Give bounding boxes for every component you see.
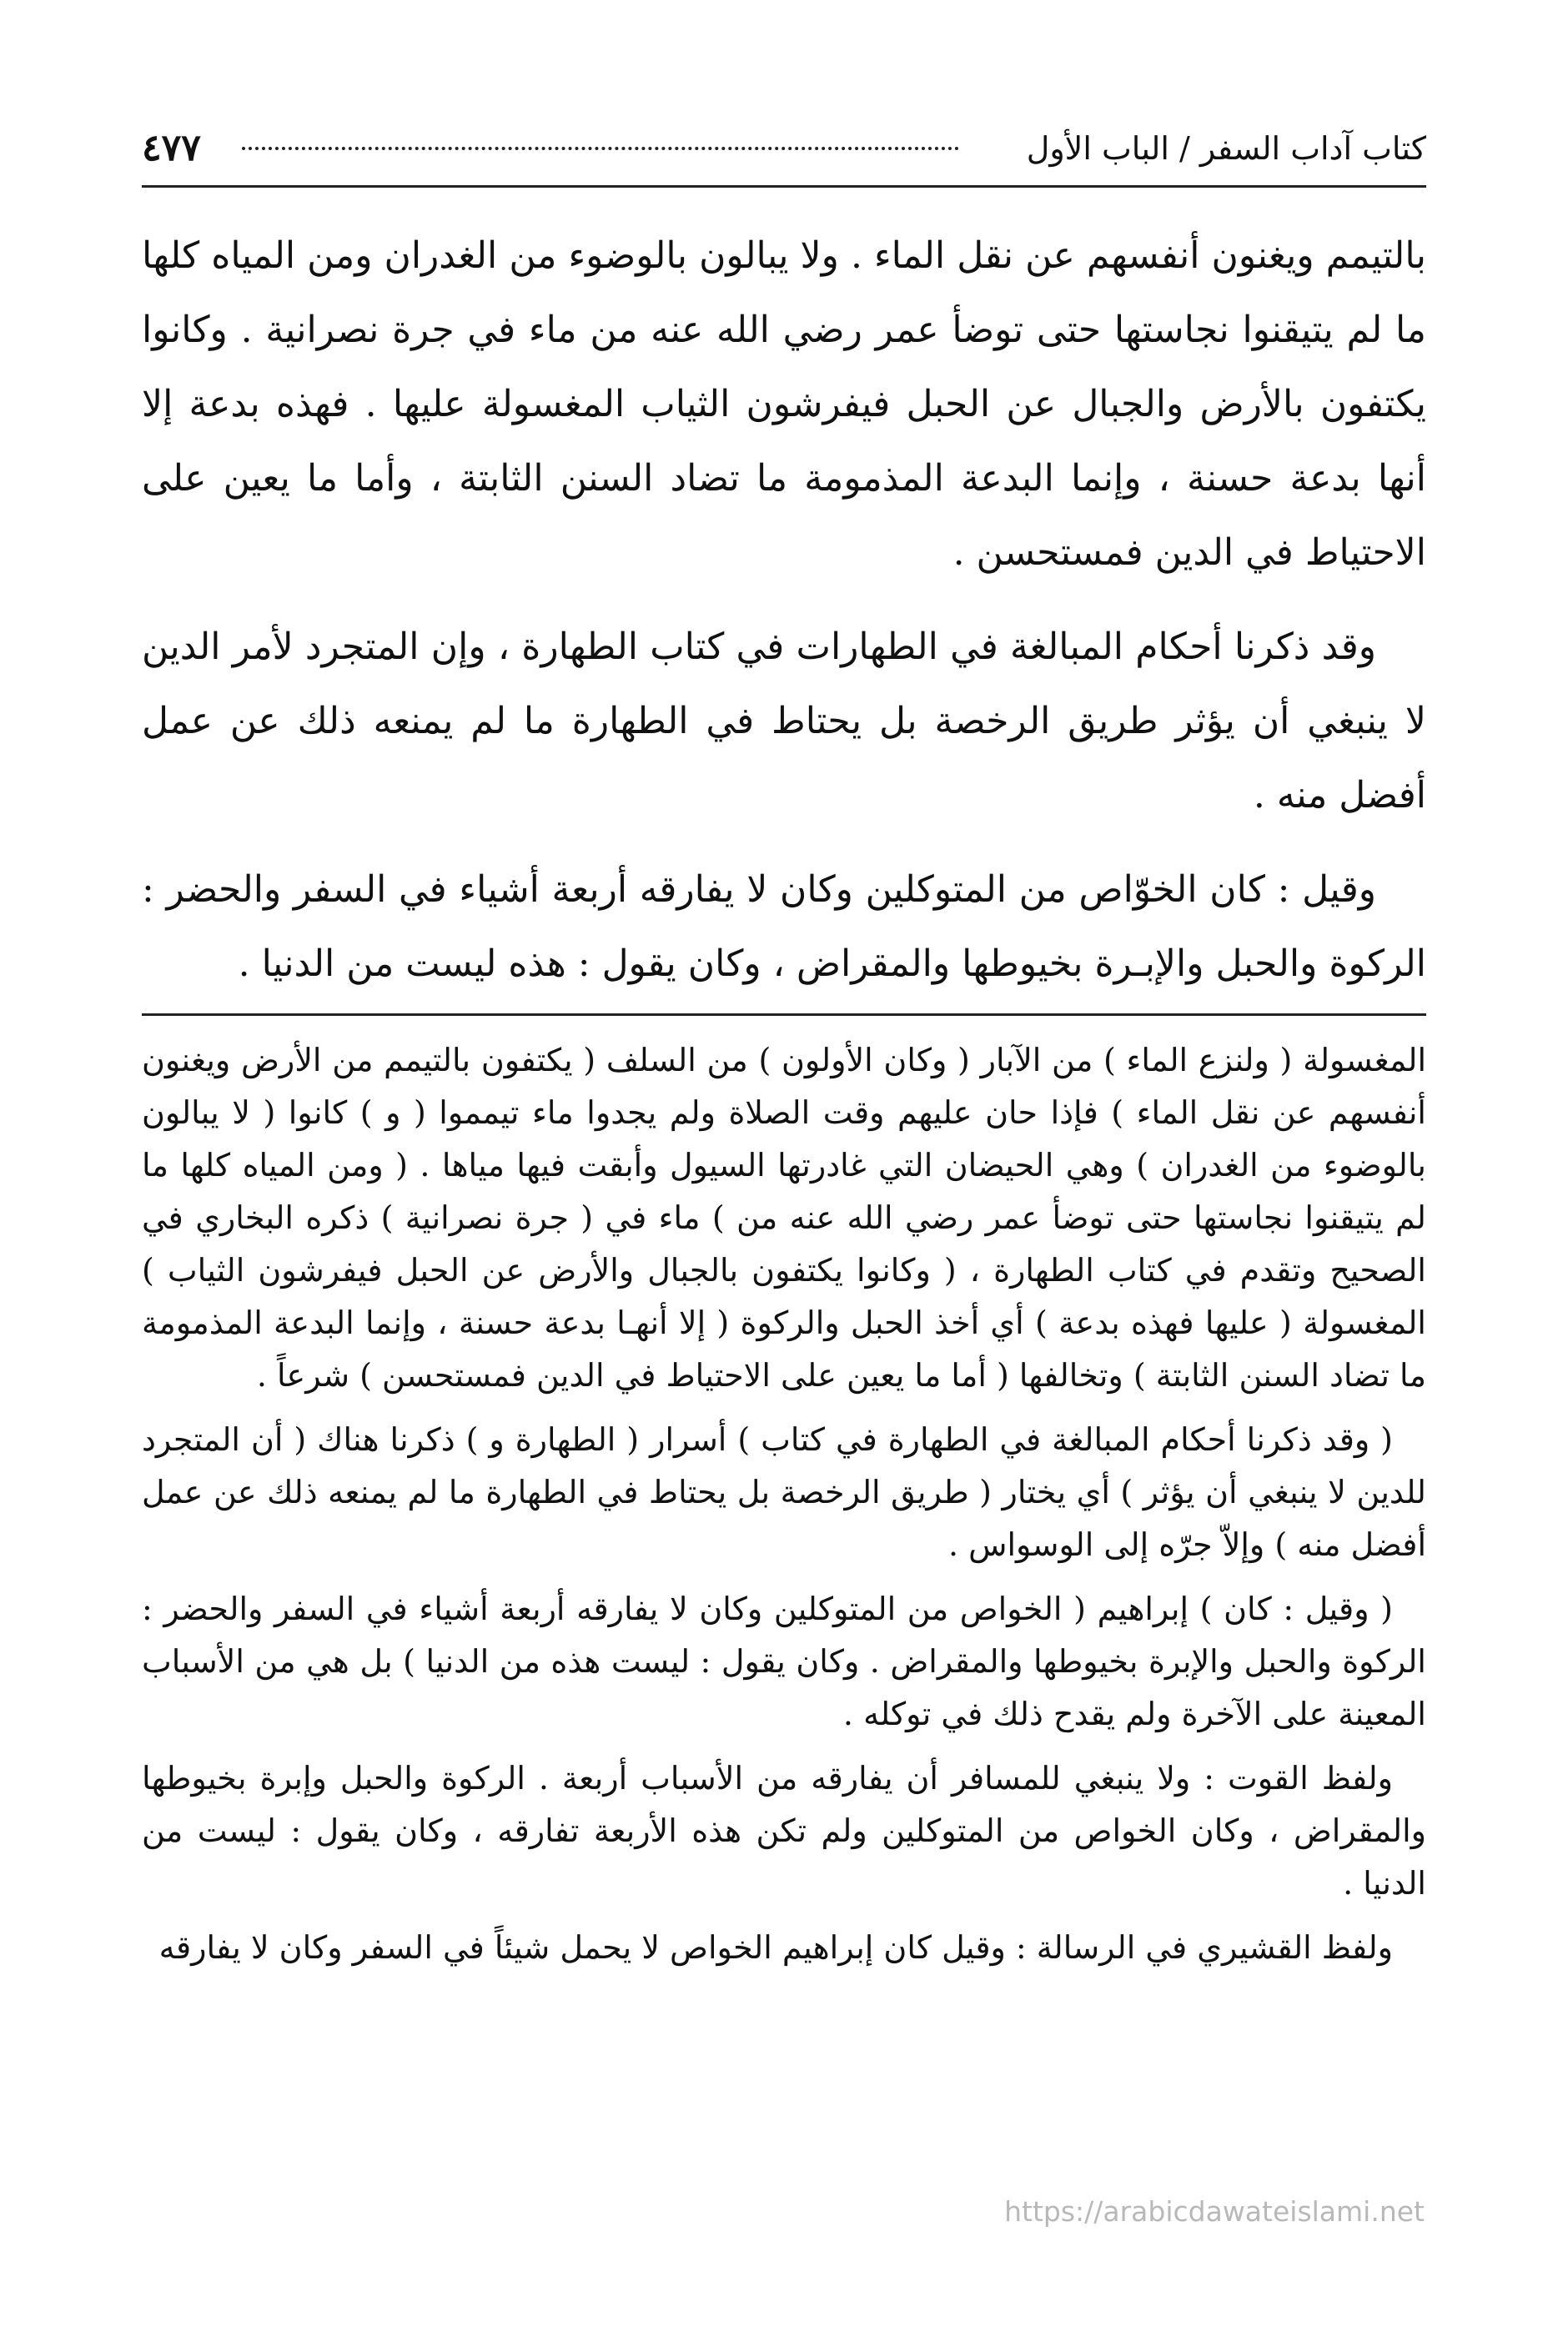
page-header bbox=[142, 115, 1426, 182]
header-rule bbox=[142, 185, 1426, 188]
page-number: ٤٧٧ bbox=[142, 127, 201, 169]
main-paragraph-2: وقد ذكرنا أحكام المبالغة في الطهارات في كتاب الطهارة ، وإن المتجرد لأمر الدين لا ينبغي أن يؤثر طريق الرخصة بل يحتاط في الطهارة ما لم يمنعه ذلك عن عمل أفضل منه . bbox=[142, 626, 1426, 817]
commentary bbox=[142, 1034, 1426, 1986]
main-text bbox=[142, 219, 1426, 1021]
commentary-paragraph-1: المغسولة ( ولنزع الماء ) من الآبار ( وكان الأولون ) من السلف ( يكتفون بالتيمم من الأرض ويغنون أنفسهم عن نقل الماء ) فإذا حان عليهم وقت الصلاة ولم يجدوا ماء تيمموا ( و ) كانوا ( لا يبالون بالوضوء من الغدران ) وهي الحيضان التي غادرتها السيول وأبقت فيها مياها . ( ومن المياه كلها ما لم يتيقنوا نجاستها حتى توضأ عمر رضي الله عنه من ) ماء في ( جرة نصرانية ) ذكره البخاري في الصحيح وتقدم في كتاب الطهارة ، ( وكانوا يكتفون بالجبال والأرض عن الحبل فيفرشون الثياب ) المغسولة ( عليها فهذه بدعة ) أي أخذ الحبل والركوة ( إلا أنهـا بدعة حسنة ، وإنما البدعة المذمومة ما تضاد السنن الثابتة ) وتخالفها ( أما ما يعين على الاحتياط في الدين فمستحسن ) شرعاً . bbox=[142, 1042, 1426, 1394]
commentary-paragraph-3: ( وقيل : كان ) إبراهيم ( الخواص من المتوكلين وكان لا يفارقه أربعة أشياء في السفر والحضر : الركوة والحبل والإبرة بخيوطها والمقراض . وكان يقول : ليست هذه من الدنيا ) بل هي من الأسباب المعينة على الآخرة ولم يقدح ذلك في توكله . bbox=[142, 1591, 1426, 1732]
header-dot-leader bbox=[242, 147, 959, 150]
commentary-paragraph-2: ( وقد ذكرنا أحكام المبالغة في الطهارة في كتاب ) أسرار ( الطهارة و ) ذكرنا هناك ( أن المتجرد للدين لا ينبغي أن يؤثر ) أي يختار ( طريق الرخصة بل يحتاط في الطهارة ما لم يمنعه ذلك عن عمل أفضل منه ) وإلاّ جرّه إلى الوسواس . bbox=[142, 1421, 1426, 1563]
main-paragraph-1: بالتيمم ويغنون أنفسهم عن نقل الماء . ولا يبالون بالوضوء من الغدران ومن المياه كلها ما لم يتيقنوا نجاستها حتى توضأ عمر رضي الله عنه من ماء في جرة نصرانية . وكانوا يكتفون بالأرض والجبال عن الحبل فيفرشون الثياب المغسولة عليها . فهذه بدعة إلا أنها بدعة حسنة ، وإنما البدعة المذمومة ما تضاد السنن الثابتة ، وأما ما يعين على الاحتياط في الدين فمستحسن . bbox=[142, 234, 1426, 574]
watermark-url: https://arabicdawateislami.net bbox=[1004, 2195, 1425, 2228]
commentary-separator bbox=[142, 1013, 1426, 1016]
commentary-paragraph-4: ولفظ القوت : ولا ينبغي للمسافر أن يفارقه من الأسباب أربعة . الركوة والحبل وإبرة بخيوطها والمقراض ، وكان الخواص من المتوكلين ولم تكن هذه الأربعة تفارقه ، وكان يقول : ليست من الدنيا . bbox=[142, 1760, 1426, 1902]
commentary-paragraph-5: ولفظ القشيري في الرسالة : وقيل كان إبراهيم الخواص لا يحمل شيئاً في السفر وكان لا يفارقه bbox=[158, 1929, 1393, 1966]
main-paragraph-3: وقيل : كان الخوّاص من المتوكلين وكان لا يفارقه أربعة أشياء في السفر والحضر : الركوة والحبل والإبـرة بخيوطها والمقراض ، وكان يقول : هذه ليست من الدنيا . bbox=[142, 868, 1426, 985]
running-title: كتاب آداب السفر / الباب الأول bbox=[1026, 130, 1426, 167]
